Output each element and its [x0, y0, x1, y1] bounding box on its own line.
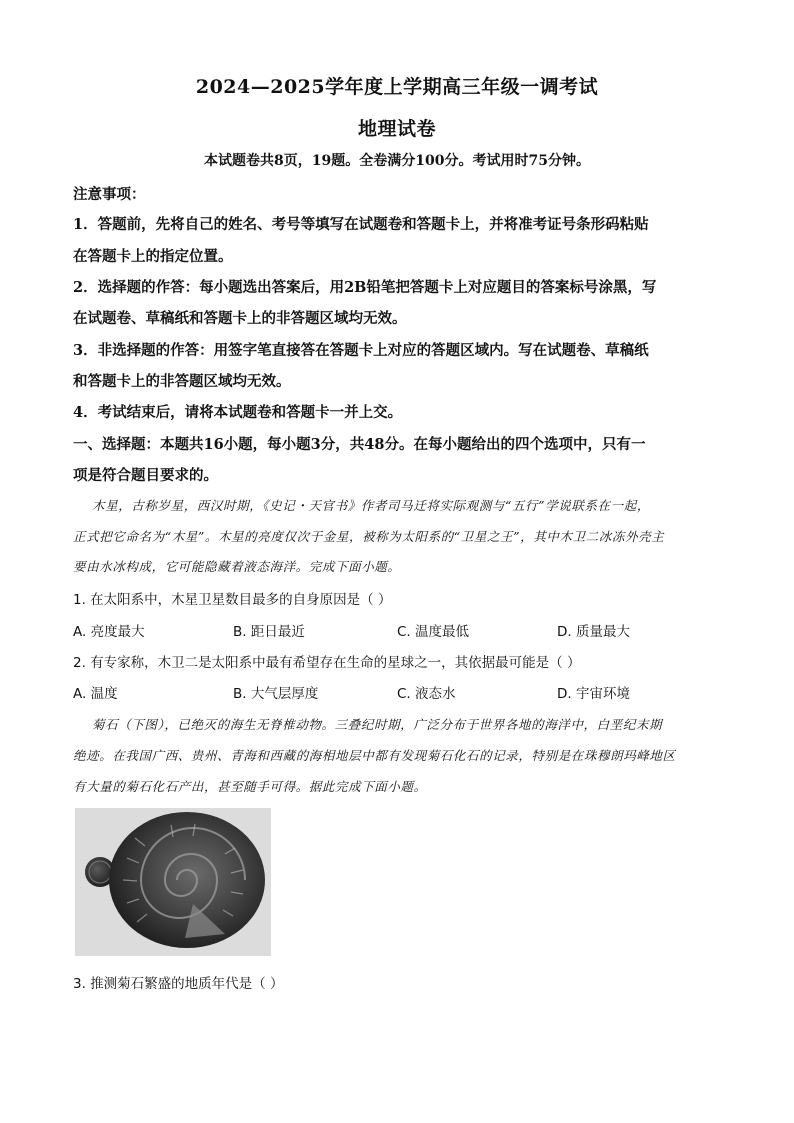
question-1-option-a: A. 亮度最大: [73, 624, 145, 640]
question-2-stem: 2. 有专家称，木卫二是太阳系中最有希望存在生命的星球之一，其依据最可能是（ ）: [73, 655, 581, 671]
question-2-option-b: B. 大气层厚度: [233, 686, 319, 702]
passage-2-line-3: 有大量的菊石化石产出，甚至随手可得。据此完成下面小题。: [73, 779, 427, 794]
ammonite-fossil-image: [75, 808, 271, 956]
passage-2-line-2: 绝迹。在我国广西、贵州、青海和西藏的海相地层中都有发现菊石化石的记录，特别是在珠穆朗玛峰地区: [73, 748, 676, 763]
section-1-line-1: 一、选择题：本题共16小题，每小题3分，共48分。在每小题给出的四个选项中，只有一: [73, 436, 646, 453]
notice-item-3-line-2: 和答题卡上的非答题区域均无效。: [73, 373, 291, 390]
passage-1-line-2: 正式把它命名为“木星”。木星的亮度仅次于金星，被称为太阳系的“卫星之王”，其中木卫二冰冻外壳主: [73, 529, 665, 544]
exam-title: 2024—2025学年度上学期高三年级一调考试: [195, 76, 599, 98]
passage-1-line-3: 要由水冰构成，它可能隐藏着液态海洋。完成下面小题。: [73, 559, 401, 574]
notice-heading: 注意事项：: [73, 186, 146, 203]
notice-item-2-line-2: 在试题卷、草稿纸和答题卡上的非答题区域均无效。: [73, 310, 407, 327]
passage-2-line-1: 菊石（下图），已绝灭的海生无脊椎动物。三叠纪时期，广泛分布于世界各地的海洋中，白垩纪末期: [92, 717, 663, 732]
question-1-stem: 1. 在太阳系中，木星卫星数目最多的自身原因是（ ）: [73, 592, 392, 608]
question-2-option-d: D. 宇宙环境: [557, 686, 630, 702]
section-1-line-2: 项是符合题目要求的。: [73, 467, 218, 484]
notice-item-4: 4．考试结束后，请将本试题卷和答题卡一并上交。: [73, 404, 403, 421]
passage-1-line-1: 木星，古称岁星，西汉时期，《史记・天官书》作者司马迁将实际观测与“五行”学说联系在一起，: [92, 498, 650, 513]
question-1-option-b: B. 距日最近: [233, 624, 305, 640]
question-1-option-c: C. 温度最低: [397, 624, 470, 640]
question-1-option-d: D. 质量最大: [557, 624, 630, 640]
notice-item-1-line-1: 1．答题前，先将自己的姓名、考号等填写在试题卷和答题卡上，并将准考证号条形码粘贴: [73, 216, 649, 233]
exam-subtitle: 地理试卷: [357, 118, 436, 140]
exam-intro: 本试题卷共8页，19题。全卷满分100分。考试用时75分钟。: [204, 153, 590, 169]
question-2-option-c: C. 液态水: [397, 686, 456, 702]
question-2-option-a: A. 温度: [73, 686, 118, 702]
notice-item-1-line-2: 在答题卡上的指定位置。: [73, 248, 233, 265]
notice-item-3-line-1: 3．非选择题的作答：用签字笔直接答在答题卡上对应的答题区域内。写在试题卷、草稿纸: [73, 342, 649, 359]
notice-item-2-line-1: 2．选择题的作答：每小题选出答案后，用2B铅笔把答题卡上对应题目的答案标号涂黑，写: [73, 279, 657, 296]
question-3-stem: 3. 推测菊石繁盛的地质年代是（ ）: [73, 976, 284, 992]
ammonite-fossil-photo: [75, 808, 271, 956]
